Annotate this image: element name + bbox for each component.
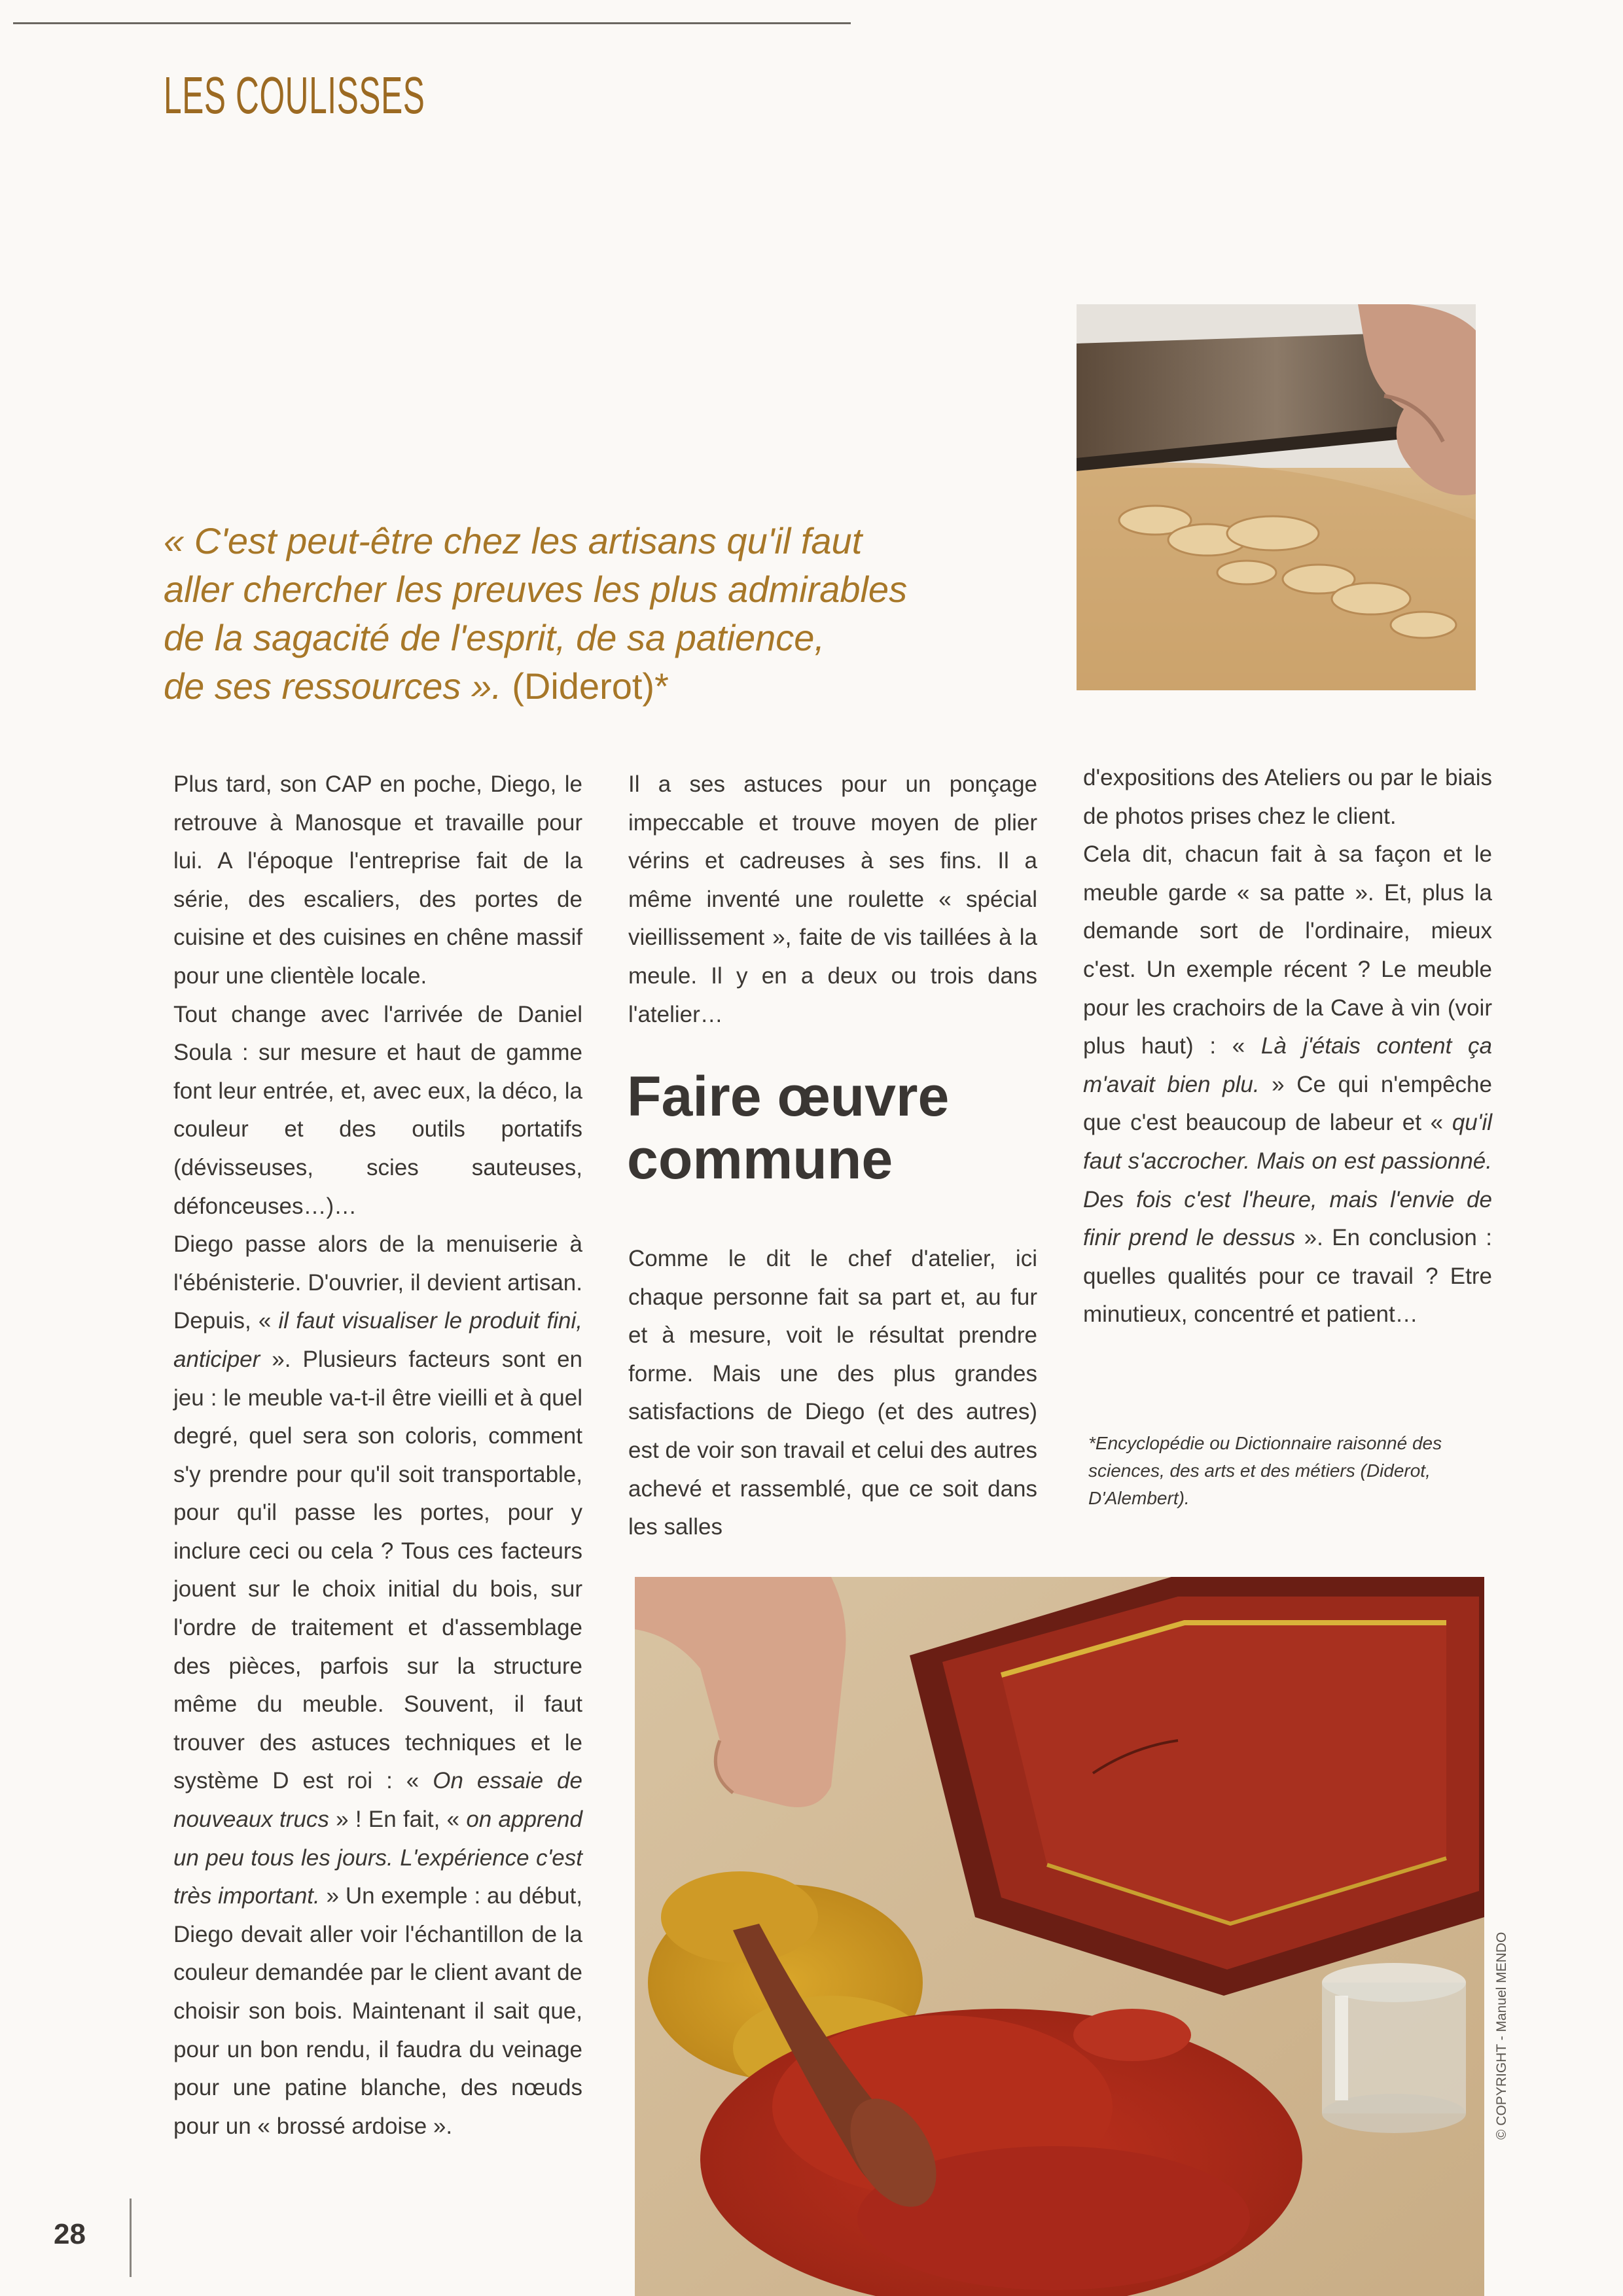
photo-pigments (635, 1577, 1484, 2296)
quote-line-3: de la sagacité de l'esprit, de sa patience, (164, 617, 825, 658)
quote-attribution: (Diderot)* (501, 665, 669, 707)
col1-p3-text-a: Diego passe alors de la menuiserie à l'ébénisterie. D'ouvrier, il devient artisan. Depuis, « (173, 1231, 582, 1334)
col3-p2-italic-1: Là j'étais content ça m'avait bien plu. (1083, 1033, 1492, 1097)
col1-paragraph-2: Tout change avec l'arrivée de Daniel Soula : sur mesure et haut de gamme font leur entrée, et, avec eux, la déco, la couleur et des outils portatifs (dévisseuses, scies sauteuses, défonceuses…)… (173, 1001, 582, 1219)
article-column-2 (628, 766, 1037, 1034)
col2-paragraph-1: Il a ses astuces pour un ponçage impeccable et trouve moyen de plier vérins et cadreuses à ses fins. Il a même inventé une roulette « spécial vieillissement », faite de vis taillées à la meule. Il y en a deux ou trois dans l'atelier… (628, 771, 1037, 1027)
col1-p3-text-c: » ! En fait, « (329, 1807, 467, 1833)
page-number-rule (130, 2199, 132, 2277)
quote-line-4: de ses ressources ». (164, 665, 502, 707)
page-number: 28 (54, 2218, 86, 2250)
col3-p2-text-a: Cela dit, chacun fait à sa façon et le meuble garde « sa patte ». Et, plus la demande sort de l'ordinaire, mieux c'est. Un exemple récent ? Le meuble pour les crachoirs de la Cave à vin (voir plus haut) : « (1083, 841, 1492, 1059)
top-rule (13, 22, 851, 24)
col1-p3-italic-2: On essaie de nouveaux trucs (173, 1768, 582, 1833)
col1-p3-italic-1: il faut visualiser le produit fini, anticiper (173, 1308, 582, 1372)
diderot-quote (164, 517, 982, 711)
col1-paragraph-1: Plus tard, son CAP en poche, Diego, le retrouve à Manosque et travaille pour lui. A l'époque l'entreprise fait de la série, des escaliers, des portes de cuisine et des cuisines en chêne massif pour une clientèle locale. (173, 771, 582, 989)
article-column-2-continued (628, 1240, 1037, 1547)
article-column-3 (1083, 759, 1492, 1334)
col1-p3-text-b: ». Plusieurs facteurs sont en jeu : le meuble va-t-il être vieilli et à quel degré, quel sera son coloris, comment s'y prendre pour qu'il soit transportable, pour qu'il passe les portes, pour y inclure ceci ou cela ? Tous ces facteurs jouent sur le choix initial du bois, sur l'ordre de traitement et d'assemblage des pièces, parfois sur la structure même du meuble. Souvent, il faut trouver des astuces techniques et le système D est roi : « (173, 1346, 582, 1794)
col3-p2-text-b: » Ce qui n'empêche que c'est beaucoup de labeur et « (1083, 1071, 1492, 1136)
col1-paragraph-3 (173, 1226, 582, 2146)
footnote: *Encyclopédie ou Dictionnaire raisonné des sciences, des arts et des métiers (Diderot, D'Alembert). (1088, 1433, 1442, 1508)
col1-p3-text-d: » Un exemple : au début, Diego devait aller voir l'échantillon de la couleur demandée par le client avant de choisir son bois. Maintenant il sait que, pour un bon rendu, il faudra du veinage pour une patine blanche, des nœuds pour un « brossé ardoise ». (173, 1883, 582, 2139)
photo-copyright: © COPYRIGHT - Manuel MENDO (1494, 1932, 1509, 2140)
article-column-1 (173, 766, 582, 2146)
section-title: LES COULISSES (164, 66, 425, 124)
wood-scraping-illustration (1077, 304, 1476, 690)
subheading-faire-oeuvre-commune: Faire œuvre commune (627, 1065, 950, 1191)
col3-paragraph-1: d'expositions des Ateliers ou par le biais de photos prises chez le client. (1083, 765, 1492, 829)
col3-p2-text-c: ». En conclusion : quelles qualités pour ce travail ? Etre minutieux, concentré et patient… (1083, 1225, 1492, 1328)
col3-p2-italic-2: qu'il faut s'accrocher. Mais on est passionné. Des fois c'est l'heure, mais l'envie de finir prend le dessus (1083, 1110, 1492, 1251)
quote-line-1: « C'est peut-être chez les artisans qu'il faut (164, 520, 863, 561)
col2-paragraph-2: Comme le dit le chef d'atelier, ici chaque personne fait sa part et, au fur et à mesure, voit le résultat prendre forme. Mais une des plus grandes satisfactions de Diego (et des autres) est de voir son travail et celui des autres achevé et rassemblé, que ce soit dans les salles (628, 1246, 1037, 1540)
col3-paragraph-2 (1083, 836, 1492, 1334)
col1-p3-italic-3: on apprend un peu tous les jours. L'expérience c'est très important. (173, 1807, 582, 1909)
pigments-illustration (635, 1577, 1484, 2296)
photo-wood-scraping (1077, 304, 1476, 690)
glass-jar (1322, 1963, 1466, 2133)
quote-line-2: aller chercher les preuves les plus admirables (164, 569, 908, 610)
